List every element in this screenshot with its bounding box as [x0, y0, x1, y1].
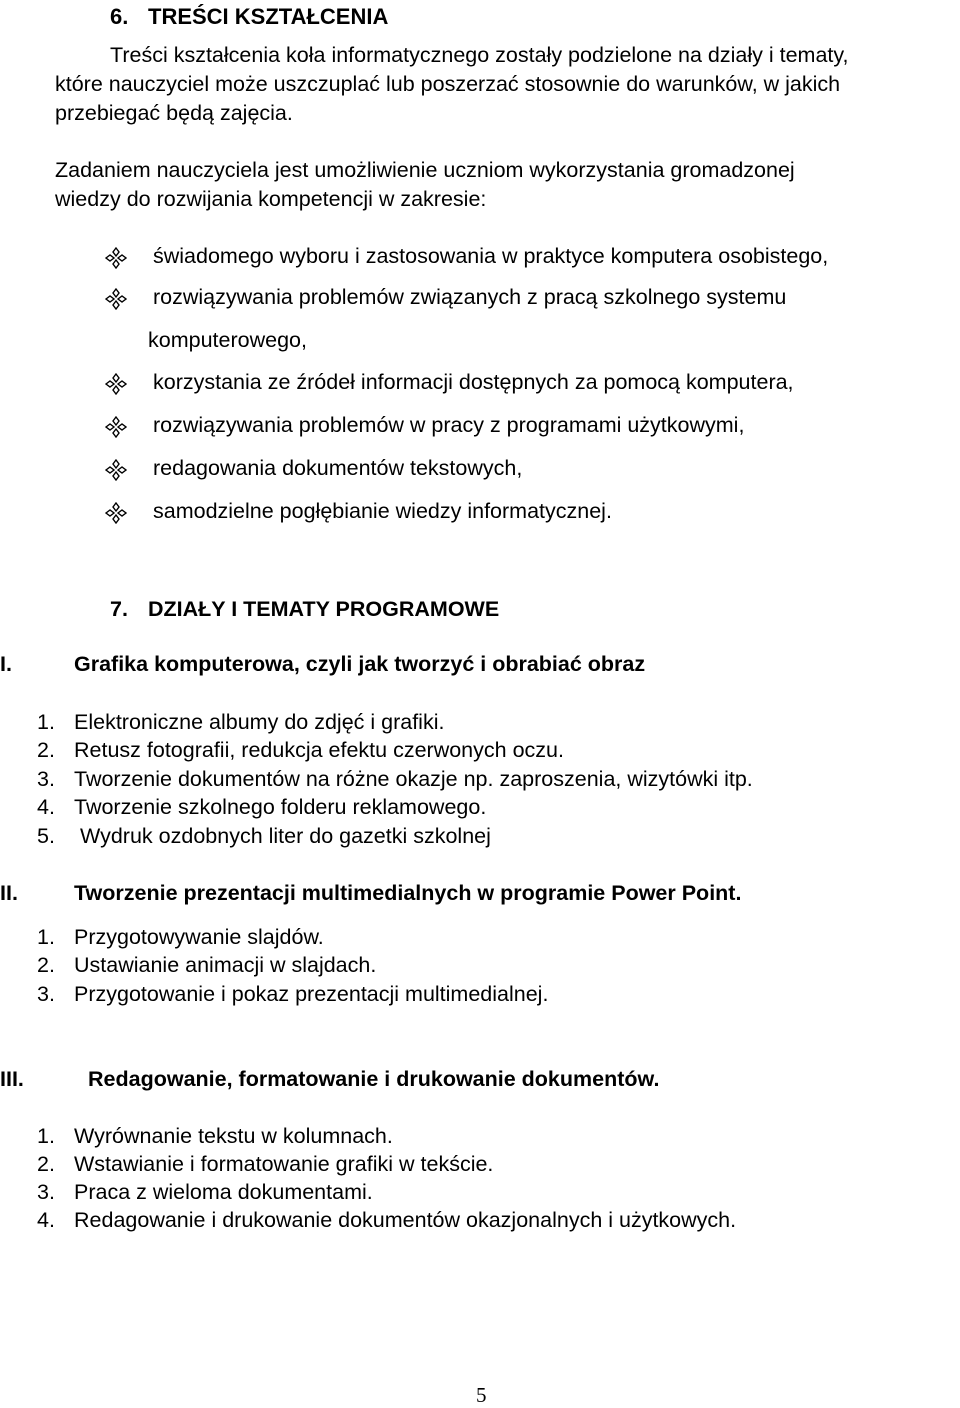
list-item-number: 2. — [37, 738, 55, 762]
list-item: Przygotowywanie slajdów. — [74, 925, 324, 949]
list-item: Praca z wieloma dokumentami. — [74, 1180, 373, 1204]
list-item: Wydruk ozdobnych liter do gazetki szkolnej — [80, 824, 491, 848]
list-item-number: 3. — [37, 767, 55, 791]
bullet-item: świadomego wyboru i zastosowania w praktyce komputera osobistego, — [153, 244, 829, 268]
part-1-title: Grafika komputerowa, czyli jak tworzyć i obrabiać obraz — [74, 652, 646, 676]
paragraph-1-line-2: które nauczyciel może uszczuplać lub poszerzać stosownie do warunków, w jakich — [55, 72, 841, 96]
list-item: Tworzenie szkolnego folderu reklamowego. — [74, 795, 487, 819]
part-3-title: Redagowanie, formatowanie i drukowanie dokumentów. — [88, 1067, 660, 1091]
list-item: Przygotowanie i pokaz prezentacji multimedialnej. — [74, 982, 549, 1006]
page-number: 5 — [476, 1383, 487, 1407]
section-7-title: DZIAŁY I TEMATY PROGRAMOWE — [148, 597, 500, 621]
part-2-roman: II. — [0, 881, 18, 905]
bullet-item: korzystania ze źródeł informacji dostępnych za pomocą komputera, — [153, 370, 794, 394]
list-item: Wyrównanie tekstu w kolumnach. — [74, 1124, 393, 1148]
paragraph-1-line-1: Treści kształcenia koła informatycznego zostały podzielone na działy i tematy, — [110, 43, 849, 67]
four-diamond-bullet-icon — [105, 288, 127, 310]
list-item-number: 4. — [37, 795, 55, 819]
list-item-number: 5. — [37, 824, 55, 848]
part-1-roman: I. — [0, 652, 12, 676]
section-7-number: 7. — [110, 597, 128, 621]
list-item-number: 3. — [37, 982, 55, 1006]
list-item: Wstawianie i formatowanie grafiki w tekście. — [74, 1152, 494, 1176]
list-item-number: 2. — [37, 953, 55, 977]
list-item-number: 4. — [37, 1208, 55, 1232]
bullet-item: rozwiązywania problemów związanych z pracą szkolnego systemu — [153, 285, 787, 309]
list-item: Tworzenie dokumentów na różne okazje np. zaproszenia, wizytówki itp. — [74, 767, 753, 791]
bullet-item: rozwiązywania problemów w pracy z programami użytkowymi, — [153, 413, 745, 437]
bullet-item: samodzielne pogłębianie wiedzy informatycznej. — [153, 499, 612, 523]
section-6-number: 6. — [110, 4, 129, 29]
four-diamond-bullet-icon — [105, 502, 127, 524]
list-item: Elektroniczne albumy do zdjęć i grafiki. — [74, 710, 445, 734]
paragraph-2-line-1: Zadaniem nauczyciela jest umożliwienie uczniom wykorzystania gromadzonej — [55, 158, 795, 182]
list-item: Ustawianie animacji w slajdach. — [74, 953, 377, 977]
list-item-number: 1. — [37, 925, 55, 949]
list-item: Retusz fotografii, redukcja efektu czerwonych oczu. — [74, 738, 564, 762]
bullet-item: redagowania dokumentów tekstowych, — [153, 456, 523, 480]
list-item: Redagowanie i drukowanie dokumentów okazjonalnych i użytkowych. — [74, 1208, 737, 1232]
part-3-roman: III. — [0, 1067, 24, 1091]
bullet-item-continuation: komputerowego, — [148, 328, 307, 352]
list-item-number: 2. — [37, 1152, 55, 1176]
list-item-number: 1. — [37, 1124, 55, 1148]
section-6-title: TREŚCI KSZTAŁCENIA — [148, 4, 389, 29]
list-item-number: 1. — [37, 710, 55, 734]
four-diamond-bullet-icon — [105, 373, 127, 395]
list-item-number: 3. — [37, 1180, 55, 1204]
four-diamond-bullet-icon — [105, 459, 127, 481]
paragraph-1-line-3: przebiegać będą zajęcia. — [55, 101, 293, 125]
paragraph-2-line-2: wiedzy do rozwijania kompetencji w zakresie: — [55, 187, 487, 211]
part-2-title: Tworzenie prezentacji multimedialnych w programie Power Point. — [74, 881, 742, 905]
four-diamond-bullet-icon — [105, 247, 127, 269]
four-diamond-bullet-icon — [105, 416, 127, 438]
